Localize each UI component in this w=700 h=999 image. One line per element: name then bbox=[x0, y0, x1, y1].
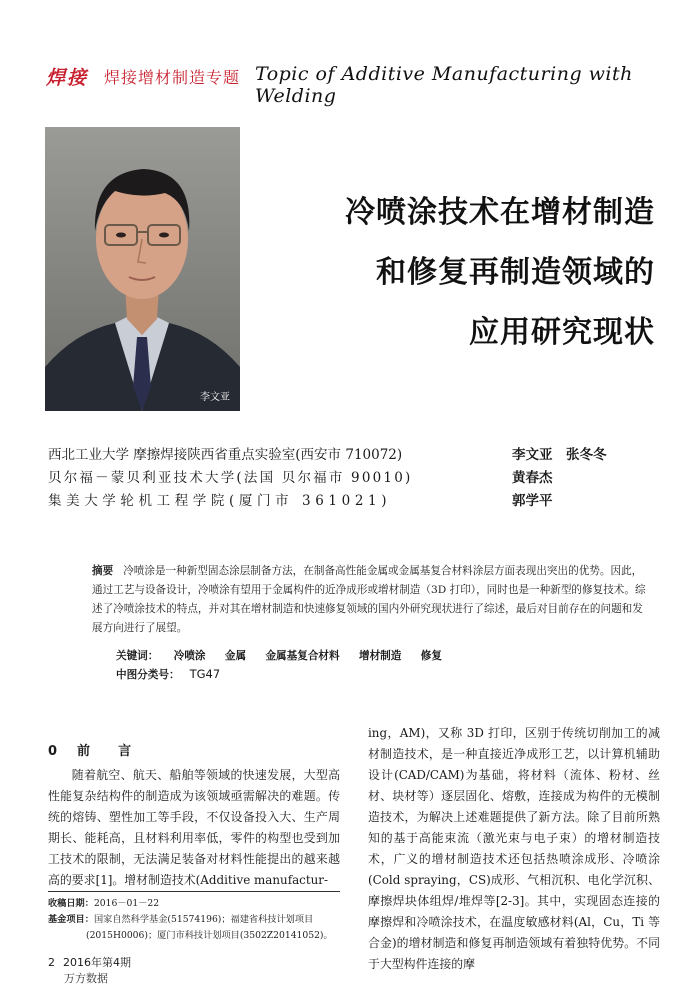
journal-logo: 焊接 bbox=[46, 67, 89, 89]
author-photo bbox=[45, 127, 240, 411]
section-heading bbox=[48, 740, 133, 759]
title-line-3: 应用研究现状 bbox=[469, 315, 655, 350]
authors-2: 黄春杰 bbox=[512, 470, 553, 486]
fund-label: 基金项目： bbox=[48, 914, 94, 925]
keywords bbox=[116, 648, 458, 663]
page-number: 2 bbox=[48, 956, 55, 969]
title-line-1: 冷喷涂技术在增材制造 bbox=[345, 195, 655, 230]
section-title-cn: 焊接增材制造专题 bbox=[104, 68, 241, 87]
footnote-fund-continued: (2015H0006)；厦门市科技计划项目(3502Z20141052)。 bbox=[86, 930, 333, 941]
page-footer bbox=[48, 954, 131, 970]
section-title-en: Topic of Additive Manufacturing with Welding bbox=[255, 63, 633, 107]
affiliation-3: 集美大学轮机工程学院(厦门市 361021) bbox=[48, 493, 392, 509]
affiliation-1: 西北工业大学 摩擦焊接陕西省重点实验室(西安市 710072) bbox=[48, 447, 403, 463]
abstract bbox=[92, 562, 648, 638]
affiliation-2: 贝尔福－蒙贝利亚技术大学(法国 贝尔福市 90010) bbox=[48, 470, 413, 486]
classification bbox=[116, 667, 220, 682]
keyword-item: 金属 bbox=[224, 650, 247, 662]
authors-3: 郭学平 bbox=[512, 493, 553, 509]
keyword-item: 冷喷涂 bbox=[173, 650, 206, 662]
keywords-label: 关键词： bbox=[116, 650, 159, 662]
clc-label: 中图分类号： bbox=[116, 669, 180, 681]
abstract-text: 冷喷涂是一种新型固态涂层制备方法，在制备高性能金属或金属基复合材料涂层方面表现出突出的优势。因此，通过工艺与设备设计，冷喷涂有望用于金属构件的近净成形或增材制造（3D 打印），同时也是一种新型的修复技术。综述了冷喷涂技术的特点，并对其在增材制造和快速修复领域的国内外研究现状进行了综述，最后对目前存在的问题和发展方向进行了展望。 bbox=[92, 565, 646, 634]
article-title bbox=[245, 183, 655, 363]
photo-caption: 李文亚 bbox=[200, 392, 230, 403]
body-column-left: 随着航空、航天、船舶等领域的快速发展，大型高性能复杂结构件的制造成为该领域亟需解决的难题。传统的熔铸、塑性加工等手段，不仅设备投入大、生产周期长、能耗高，且材料利用率低，零件的构型也受到加工技术的限制，无法满足装备对材料性能提出的越来越高的要求[1]。增材制造技术(Additive manufactur- bbox=[48, 768, 340, 887]
title-line-2: 和修复再制造领域的 bbox=[376, 255, 655, 290]
keyword-item: 修复 bbox=[420, 650, 442, 662]
received-label: 收稿日期： bbox=[48, 898, 94, 909]
footnote-fund bbox=[48, 912, 313, 928]
issue-label: 2016年第4期 bbox=[63, 956, 131, 969]
footnote-divider bbox=[48, 891, 340, 892]
section-number: 0 bbox=[48, 744, 60, 759]
section-title-part2: 言 bbox=[118, 744, 134, 759]
authors-1: 李文亚 张冬冬 bbox=[512, 447, 607, 463]
keyword-item: 金属基复合材料 bbox=[265, 650, 340, 662]
fund-value: 国家自然科学基金(51574196)；福建省科技计划项目 bbox=[93, 914, 314, 925]
clc-value: TG47 bbox=[189, 667, 221, 681]
footnote-received bbox=[48, 896, 159, 912]
keyword-item: 增材制造 bbox=[359, 650, 402, 662]
section-title-part1: 前 bbox=[77, 744, 93, 759]
watermark: 万方数据 bbox=[64, 972, 108, 985]
received-value: 2016－01－22 bbox=[93, 898, 160, 909]
body-column-right: ing，AM)，又称 3D 打印，区别于传统切削加工的减材制造技术，是一种直接近净成形工艺，以计算机辅助设计(CAD/CAM)为基础，将材料（流体、粉材、丝材、块材等）逐层固化、熔敷，连接成为构件的无模制造技术，为解决上述难题提供了新方法。除了目前所熟知的基于高能束流（激光束与电子束）的增材制造技术，广义的增材制造技术还包括热喷涂成形、冷喷涂(Cold spraying，CS)成形、气相沉积、电化学沉积、摩擦焊块体组焊/堆焊等[2-3]。其中，实现固态连接的摩擦焊和冷喷涂技术，在温度敏感材料(Al，Cu，Ti 等合金)的增材制造和修复再制造领域有着独特优势。不同于大型构件连接的摩 bbox=[368, 726, 660, 971]
abstract-label: 摘要 bbox=[92, 565, 114, 577]
